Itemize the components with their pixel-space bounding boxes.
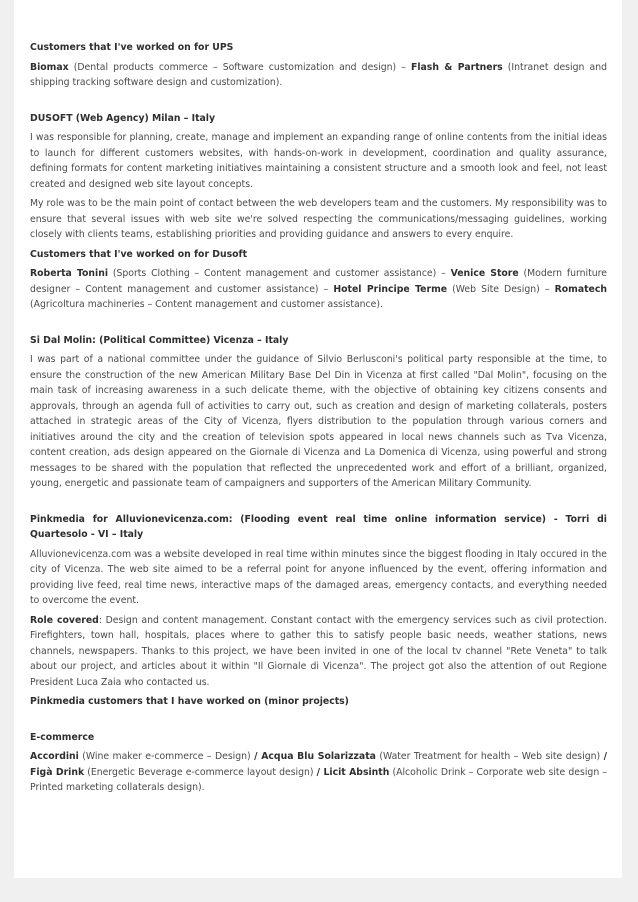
customer-list <box>30 749 607 796</box>
customer-name: / Licit Absinth <box>316 766 390 778</box>
paragraph: My role was to be the main point of contact between the web developers team and the customers. My responsibility was to ensure that several issues with web site we're solved respecting the communications/messaging guidelines, working closely with clients teams, establishing priorities and providing guidance and answers to every enquire. <box>30 198 607 240</box>
document-content <box>30 40 607 800</box>
customer-list <box>30 60 607 91</box>
customer-name: Roberta Tonini <box>30 268 109 279</box>
customer-description: (Water Treatment for health – Web site design) <box>375 751 604 762</box>
paragraph <box>30 613 607 691</box>
customer-description: (Modern furniture designer – Content management and customer assistance) – <box>30 268 607 295</box>
role-text: : Design and content management. Constant contact with the emergency services such as civil protection. Firefighters, town hall, hospitals, places where to gather this to satisfy people basic needs, weather stations, news channels, newspapers. Thanks to this project, we have been invited in one of the local tv channel "Rete Veneta" to talk about our project, and articles about it within "Il Giornale di Vicenza". The project got also the attention of out Regione President Luca Zaia who contacted us. <box>30 614 607 688</box>
customer-description: (Energetic Beverage e-commerce layout design) <box>84 766 317 778</box>
customer-name: / Acqua Blu Solarizzata <box>254 751 376 762</box>
spacer <box>30 714 607 730</box>
customer-description: (Intranet design and shipping tracking software design and customization). <box>30 61 607 88</box>
customer-name: Flash & Partners <box>410 61 503 73</box>
spacer <box>30 496 607 512</box>
customer-name: / Figà Drink <box>30 751 607 778</box>
section-heading: Si Dal Molin: (Political Committee) Vicenza – Italy <box>30 334 289 346</box>
customer-name: Biomax <box>30 61 69 73</box>
spacer <box>30 95 607 111</box>
paragraph: Alluvionevicenza.com was a website developed in real time within minutes since the biggest flooding in Italy occured in the city of Vicenza. The web site aimed to be a referral point for anyone influenced by the event, offering information and providing live feed, real time news, interactive maps of the damaged areas, emergency contacts, and everything needed to overcome the event. <box>30 548 607 606</box>
customer-description: (Web Site Design) – <box>447 283 555 295</box>
section-heading: Pinkmedia for Alluvionevicenza.com: (Flooding event real time online information service) - Torri di Quartesolo - VI – Italy <box>30 513 607 540</box>
spacer <box>30 317 607 333</box>
section-heading: DUSOFT (Web Agency) Milan – Italy <box>30 112 216 124</box>
customer-list <box>30 266 607 313</box>
customer-description: (Wine maker e-commerce – Design) <box>78 751 255 762</box>
customer-description: (Dental products commerce – Software customization and design) – <box>68 61 411 73</box>
section-heading: Customers that I've worked on for Dusoft <box>30 248 248 260</box>
customer-description: (Sports Clothing – Content management and customer assistance) – <box>108 268 451 279</box>
customer-name: Romatech <box>554 283 607 295</box>
customer-name: Accordini <box>30 751 79 762</box>
role-label: Role covered <box>30 614 99 626</box>
customer-name: Hotel Principe Terme <box>333 283 448 295</box>
customer-name: Venice Store <box>450 268 519 279</box>
section-heading: Customers that I've worked on for UPS <box>30 42 234 53</box>
document-page <box>14 0 622 878</box>
customer-description: (Alcoholic Drink – Corporate web site design – Printed marketing collaterals design). <box>30 766 607 793</box>
section-heading: E-commerce <box>30 731 95 743</box>
customer-description: (Agricoltura machineries – Content management and customer assistance). <box>30 299 383 310</box>
paragraph: I was responsible for planning, create, manage and implement an expanding range of online contents from the initial ideas to launch for different customers websites, with hands-on-work in development, coordination and quality assurance, defining formats for content marketing initiatives maintaining a consistent structure and a smooth look and feel, not least created and designed web site layout concepts. <box>30 132 607 190</box>
section-heading: Pinkmedia customers that I have worked on (minor projects) <box>30 696 349 707</box>
paragraph: I was part of a national committee under the guidance of Silvio Berlusconi's political party responsible at the time, to ensure the construction of the new American Military Base Del Din in Vicenza at first called "Dal Molin", focusing on the main task of increasing awareness in a such delicate theme, with the objective of obtaining key citizens consents and approvals, through an agenda full of activities to carry out, such as creation and design of marketing collaterals, posters attached in strategic areas of the City of Vicenza, flyers distribution to the population through various corners and initiatives around the city and the creation of television spots appeared in local news channels such as Tva Vicenza, content creation, ads design appeared on the Giornale di Vicenza and La Domenica di Vicenza, using powerful and strong messages to be shared with the population that reflected the unprecedented work and effort of a brilliant, organized, young, energetic and passionate team of campaigners and supporters of the American Military Community. <box>30 354 607 489</box>
